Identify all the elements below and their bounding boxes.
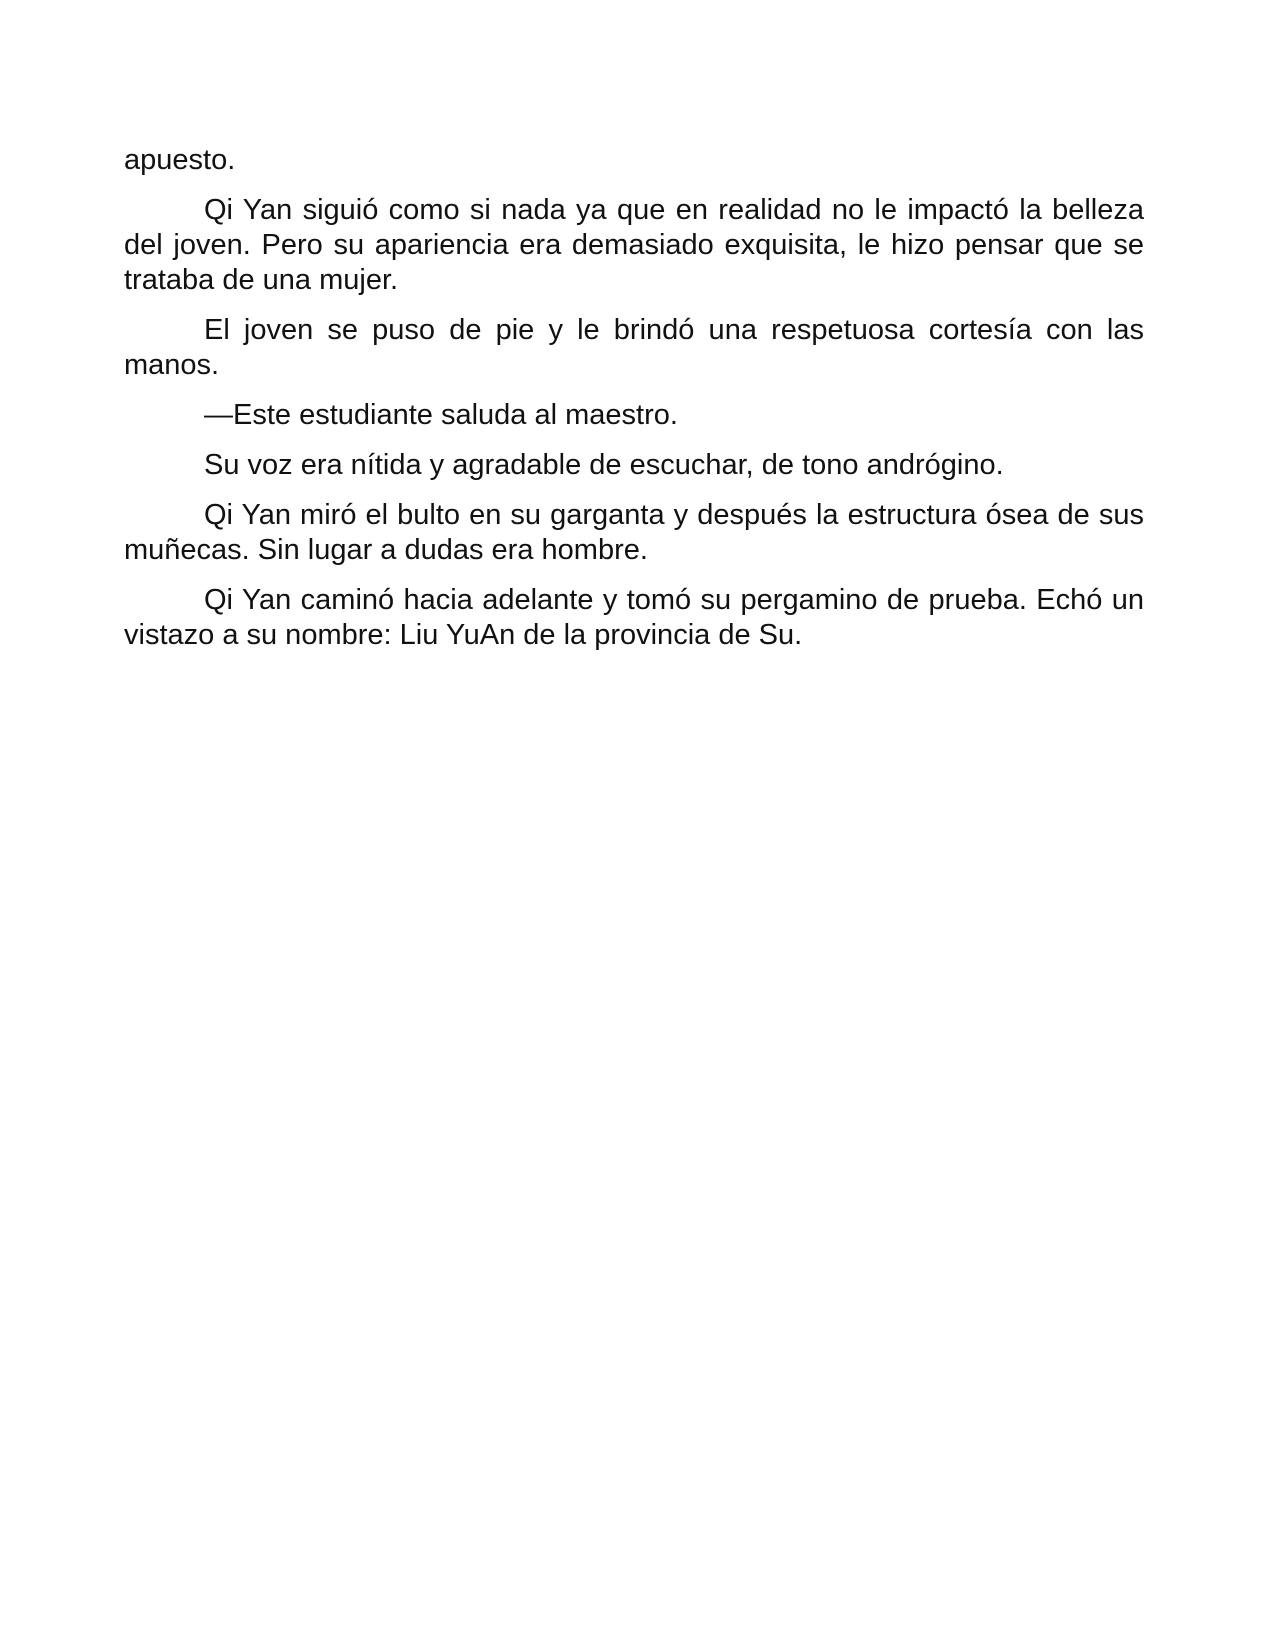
paragraph-continuation: apuesto. (124, 144, 236, 176)
paragraph: El joven se puso de pie y le brindó una respetuosa cortesía con las manos. (124, 314, 1144, 381)
dialogue-line: —Este estudiante saluda al maestro. (204, 399, 678, 431)
paragraph: Qi Yan siguió como si nada ya que en realidad no le impactó la belleza del joven. Pero su apariencia era demasiado exquisita, le hizo pensar que se trataba de una mujer. (124, 194, 1144, 296)
paragraph: Qi Yan miró el bulto en su garganta y después la estructura ósea de sus muñecas. Sin lugar a dudas era hombre. (124, 499, 1144, 566)
paragraph: Su voz era nítida y agradable de escuchar, de tono andrógino. (204, 449, 1004, 481)
paragraph: Qi Yan caminó hacia adelante y tomó su pergamino de prueba. Echó un vistazo a su nombre: Liu YuAn de la provincia de Su. (124, 584, 1144, 651)
document-body (124, 143, 1144, 668)
